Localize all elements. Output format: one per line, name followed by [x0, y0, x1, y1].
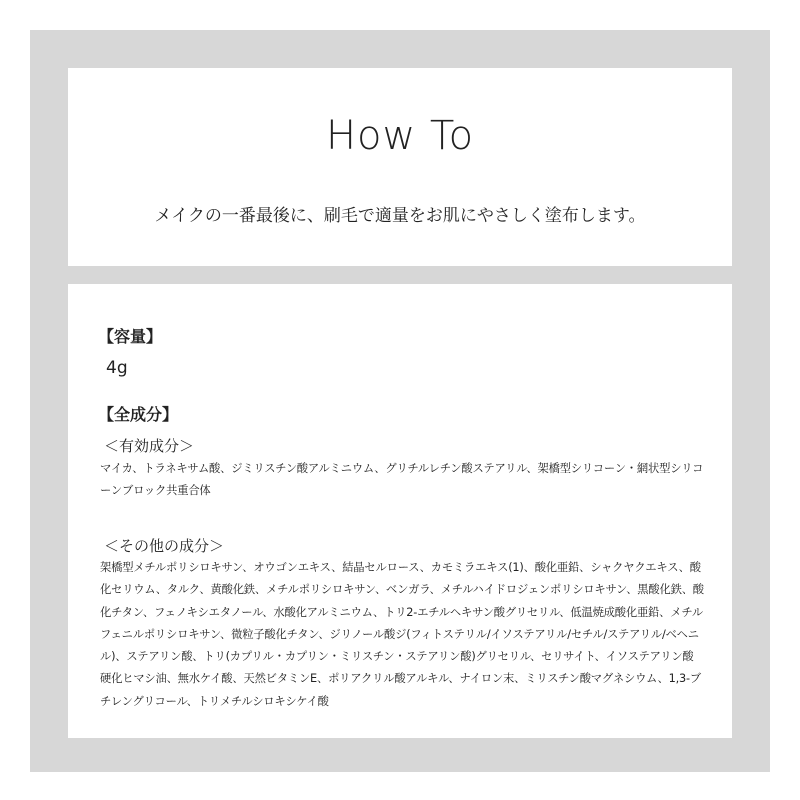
how-to-card [68, 68, 732, 266]
how-to-title: How To [325, 113, 475, 159]
other-ingredients-heading: ＜その他の成分＞ [104, 537, 225, 555]
capacity-label: 【容量】 [98, 327, 163, 346]
how-to-instruction: メイクの一番最後に、刷毛で適量をお肌にやさしく塗布します。 [154, 206, 646, 226]
ingredients-label: 【全成分】 [98, 405, 179, 424]
active-ingredients-heading: ＜有効成分＞ [104, 437, 195, 455]
capacity-value: 4g [106, 358, 128, 378]
active-ingredients-text: マイカ、トラネキサム酸、ジミリスチン酸アルミニウム、グリチルレチン酸ステアリル、架橋型シリコーン・網状型シリコーンブロック共重合体 [100, 462, 704, 498]
other-ingredients-text: 架橋型メチルポリシロキサン、オウゴンエキス、結晶セルロース、カモミラエキス(1)、酸化亜鉛、シャクヤクエキス、酸化セリウム、タルク、黄酸化鉄、メチルポリシロキサン、ベンガラ、メチルハイドロジェンポリシロキサン、黒酸化鉄、酸化チタン、フェノキシエタノール、水酸化アルミニウム、トリ2-エチルヘキサン酸グリセリル、低温焼成酸化亜鉛、メチルフェニルポリシロキサン、微粒子酸化チタン、ジリノール酸ジ(フィトステリル/イソステアリル/セチル/ステアリル/ベヘニル)、ステアリン酸、トリ(カプリル・カプリン・ミリスチン・ステアリン酸)グリセリル、セリサイト、イソステアリン酸硬化ヒマシ油、無水ケイ酸、天然ビタミンE、ポリアクリル酸アルキル、ナイロン末、ミリスチン酸マグネシウム、1,3-ブチレングリコール、トリメチルシロキシケイ酸 [100, 561, 704, 708]
details-card [68, 284, 732, 738]
